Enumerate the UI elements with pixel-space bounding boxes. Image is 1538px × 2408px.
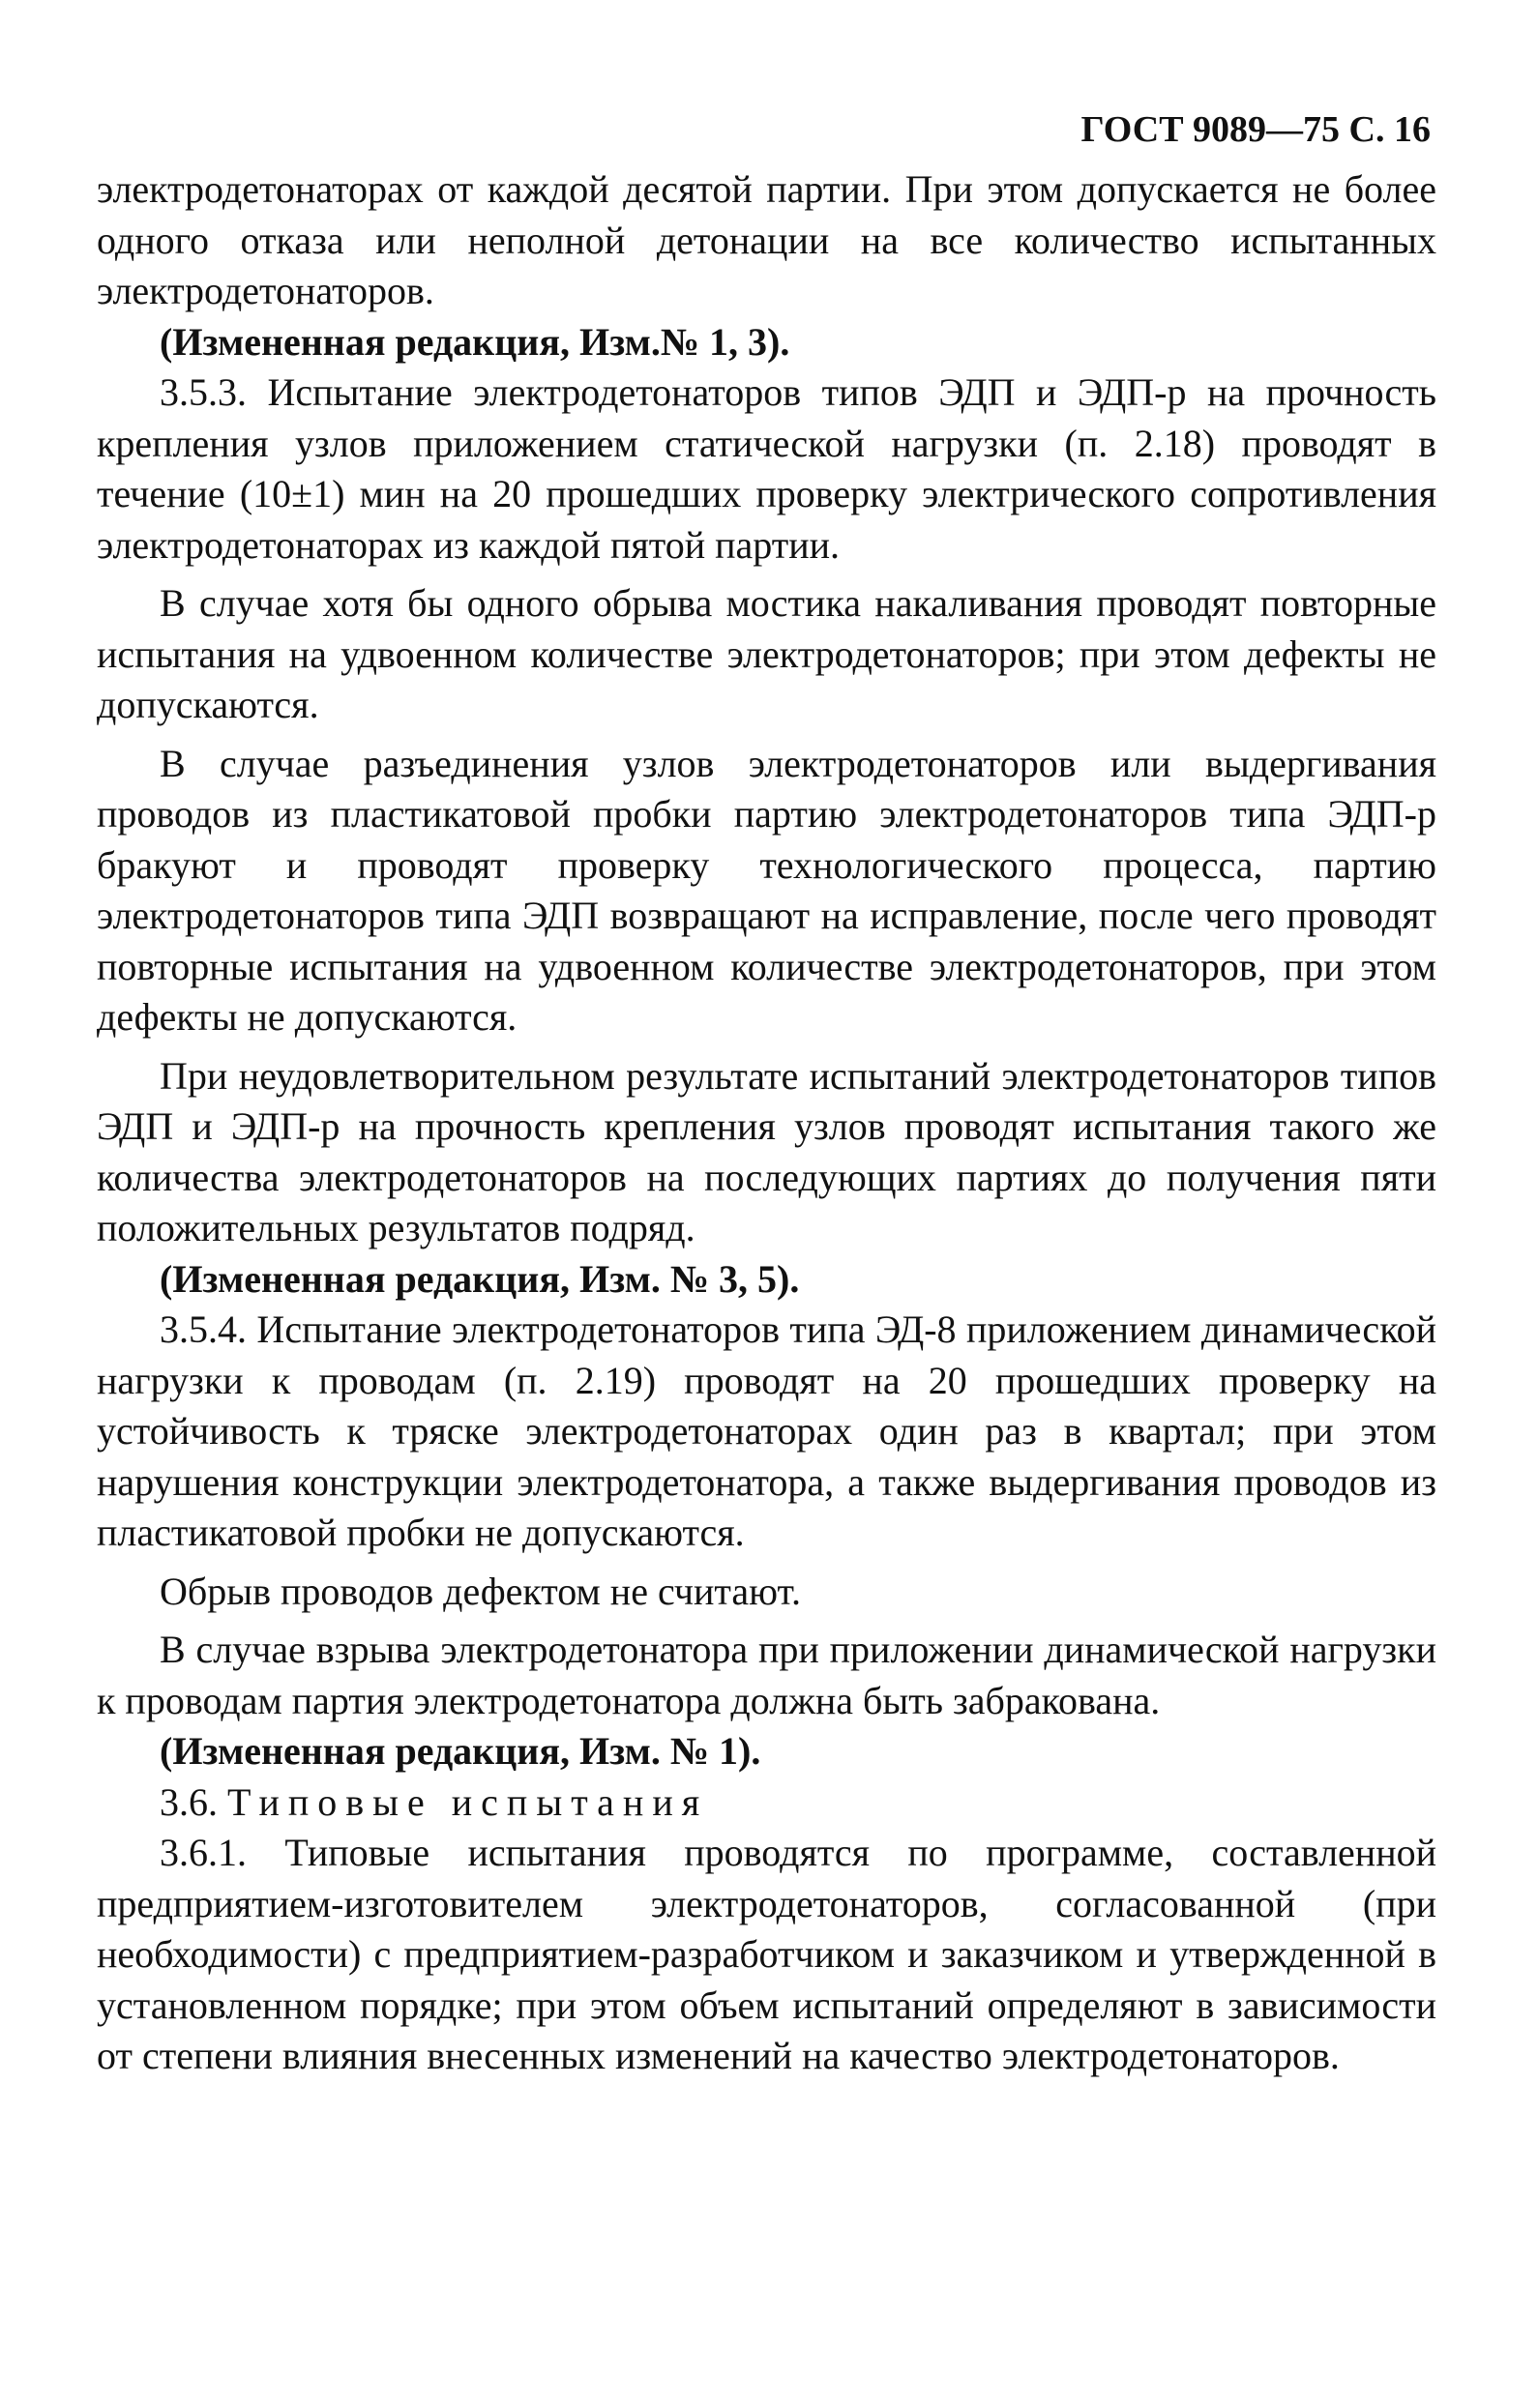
document-body xyxy=(97,164,1436,2082)
document-page xyxy=(97,106,1436,2082)
section-number: 3.6. xyxy=(160,1779,218,1824)
amendment-note: (Измененная редакция, Изм.№ 1, 3). xyxy=(160,319,790,364)
paragraph-wire-break: Обрыв проводов дефектом не считают. xyxy=(160,1569,801,1613)
paragraph-continuation: электродетонаторах от каждой десятой партии. При этом допускается не более одного отказа или неполной детонации на все количество испытанных электродетонаторов. xyxy=(97,167,1436,312)
page-header: ГОСТ 9089—75 С. 16 xyxy=(1080,109,1431,150)
amendment-note: (Измененная редакция, Изм. № 1). xyxy=(160,1729,761,1773)
paragraph-bridge-break: В случае хотя бы одного обрыва мостика накаливания проводят повторные испытания на удвоенном количестве электродетонаторов; при этом дефекты не допускаются. xyxy=(97,581,1436,726)
paragraph-disconnection: В случае разъединения узлов электродетонаторов или выдергивания проводов из пластикатовой пробки партию электродетонаторов типа ЭДП-р бракуют и проводят проверку технологического процесса, партию электродетонаторов типа ЭДП возвращают на исправление, после чего проводят повторные испытания на удвоенном количестве электродетонаторов, при этом дефекты не допускаются. xyxy=(97,741,1436,1039)
paragraph-3-5-4: 3.5.4. Испытание электродетонаторов типа ЭД-8 приложением динамической нагрузки к проводам (п. 2.19) проводят на 20 прошедших проверку на устойчивость к тряске электродетонаторах один раз в квартал; при этом нарушения конструкции электродетонатора, а также выдергивания проводов из пластикатовой пробки не допускаются. xyxy=(97,1307,1436,1554)
paragraph-unsatisfactory-result: При неудовлетворительном результате испытаний электродетонаторов типов ЭДП и ЭДП-р на прочность крепления узлов проводят испытания такого же количества электродетонаторов на последующих партиях до получения пяти положительных результатов подряд. xyxy=(97,1053,1436,1249)
section-title: Типовые испытания xyxy=(227,1779,709,1824)
section-heading xyxy=(97,1777,1436,1829)
paragraph-3-6-1: 3.6.1. Типовые испытания проводятся по программе, составленной предприятием-изготовителем электродетонаторов, согласованной (при необходимости) с предприятием-разработчиком и заказчиком и утвержденной в установленном порядке; при этом объем испытаний определяют в зависимости от степени влияния внесенных изменений на качество электродетонаторов. xyxy=(97,1831,1436,2077)
paragraph-3-5-3: 3.5.3. Испытание электродетонаторов типов ЭДП и ЭДП-р на прочность крепления узлов приложением статической нагрузки (п. 2.18) проводят в течение (10±1) мин на 20 прошедших проверку электрического сопротивления электродетонаторах из каждой пятой партии. xyxy=(97,370,1436,567)
amendment-note: (Измененная редакция, Изм. № 3, 5). xyxy=(160,1256,800,1301)
paragraph-explosion: В случае взрыва электродетонатора при приложении динамической нагрузки к проводам партия электродетонатора должна быть забракована. xyxy=(97,1628,1436,1722)
